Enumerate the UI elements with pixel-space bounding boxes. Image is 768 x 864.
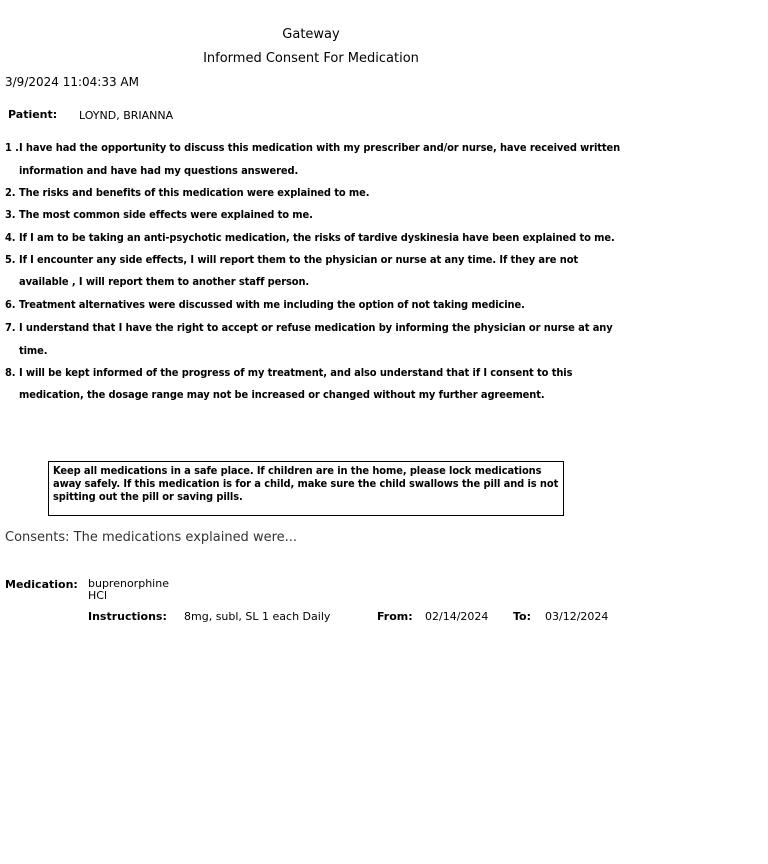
statement-text: Treatment alternatives were discussed with me including the option of not taking medicine. (19, 298, 525, 311)
consent-statement (5, 249, 625, 293)
consent-statement (5, 204, 625, 226)
patient-name: LOYND, BRIANNA (79, 109, 174, 122)
statement-number: 4. (5, 231, 16, 244)
to-date-label: To: (513, 610, 531, 623)
consent-statement (5, 182, 625, 204)
instructions-value: 8mg, subl, SL 1 each Daily (184, 610, 331, 623)
instructions-label: Instructions: (88, 610, 167, 623)
statement-text: If I am to be taking an anti-psychotic medication, the risks of tardive dyskinesia have been explained to me. (19, 231, 615, 244)
consents-heading: Consents: The medications explained were... (5, 530, 298, 545)
medication-label: Medication: (5, 578, 78, 591)
statement-number: 7. (5, 321, 16, 334)
consent-statement (5, 293, 625, 316)
consent-statement (5, 362, 625, 406)
statement-text: I will be kept informed of the progress of my treatment, and also understand that if I consent to this medication, the dosage range may not be increased or changed without my further agreement. (19, 366, 573, 401)
consent-statements-list (5, 136, 625, 406)
statement-text: The risks and benefits of this medication were explained to me. (19, 186, 370, 199)
statement-text: I understand that I have the right to accept or refuse medication by informing the physician or nurse at any time. (19, 321, 613, 357)
statement-number: 6. (5, 298, 16, 311)
document-timestamp: 3/9/2024 11:04:33 AM (5, 75, 139, 89)
statement-text: If I encounter any side effects, I will report them to the physician or nurse at any time. If they are not available , I will report them to another staff person. (19, 253, 579, 288)
to-date-value: 03/12/2024 (545, 610, 609, 623)
statement-number: 1 . (5, 141, 19, 154)
medication-safety-note: Keep all medications in a safe place. If children are in the home, please lock medications away safely. If this medication is for a child, make sure the child swallows the pill and is not spitting out the pill or saving pills. (48, 461, 564, 516)
statement-text: The most common side effects were explained to me. (19, 208, 313, 221)
statement-number: 5. (5, 253, 16, 266)
from-date-value: 02/14/2024 (425, 610, 489, 623)
consent-statement (5, 136, 625, 182)
from-date-label: From: (377, 610, 413, 623)
statement-text: I have had the opportunity to discuss this medication with my prescriber and/or nurse, have received written information and have had my questions answered. (19, 141, 621, 177)
statement-number: 8. (5, 366, 16, 379)
document-title: Informed Consent For Medication (203, 51, 419, 66)
consent-statement (5, 316, 625, 362)
statement-number: 3. (5, 208, 16, 221)
patient-label: Patient: (8, 108, 58, 121)
consent-statement (5, 226, 625, 249)
statement-number: 2. (5, 186, 16, 199)
organization-name: Gateway (282, 27, 340, 42)
medication-name: buprenorphine HCl (88, 577, 169, 602)
